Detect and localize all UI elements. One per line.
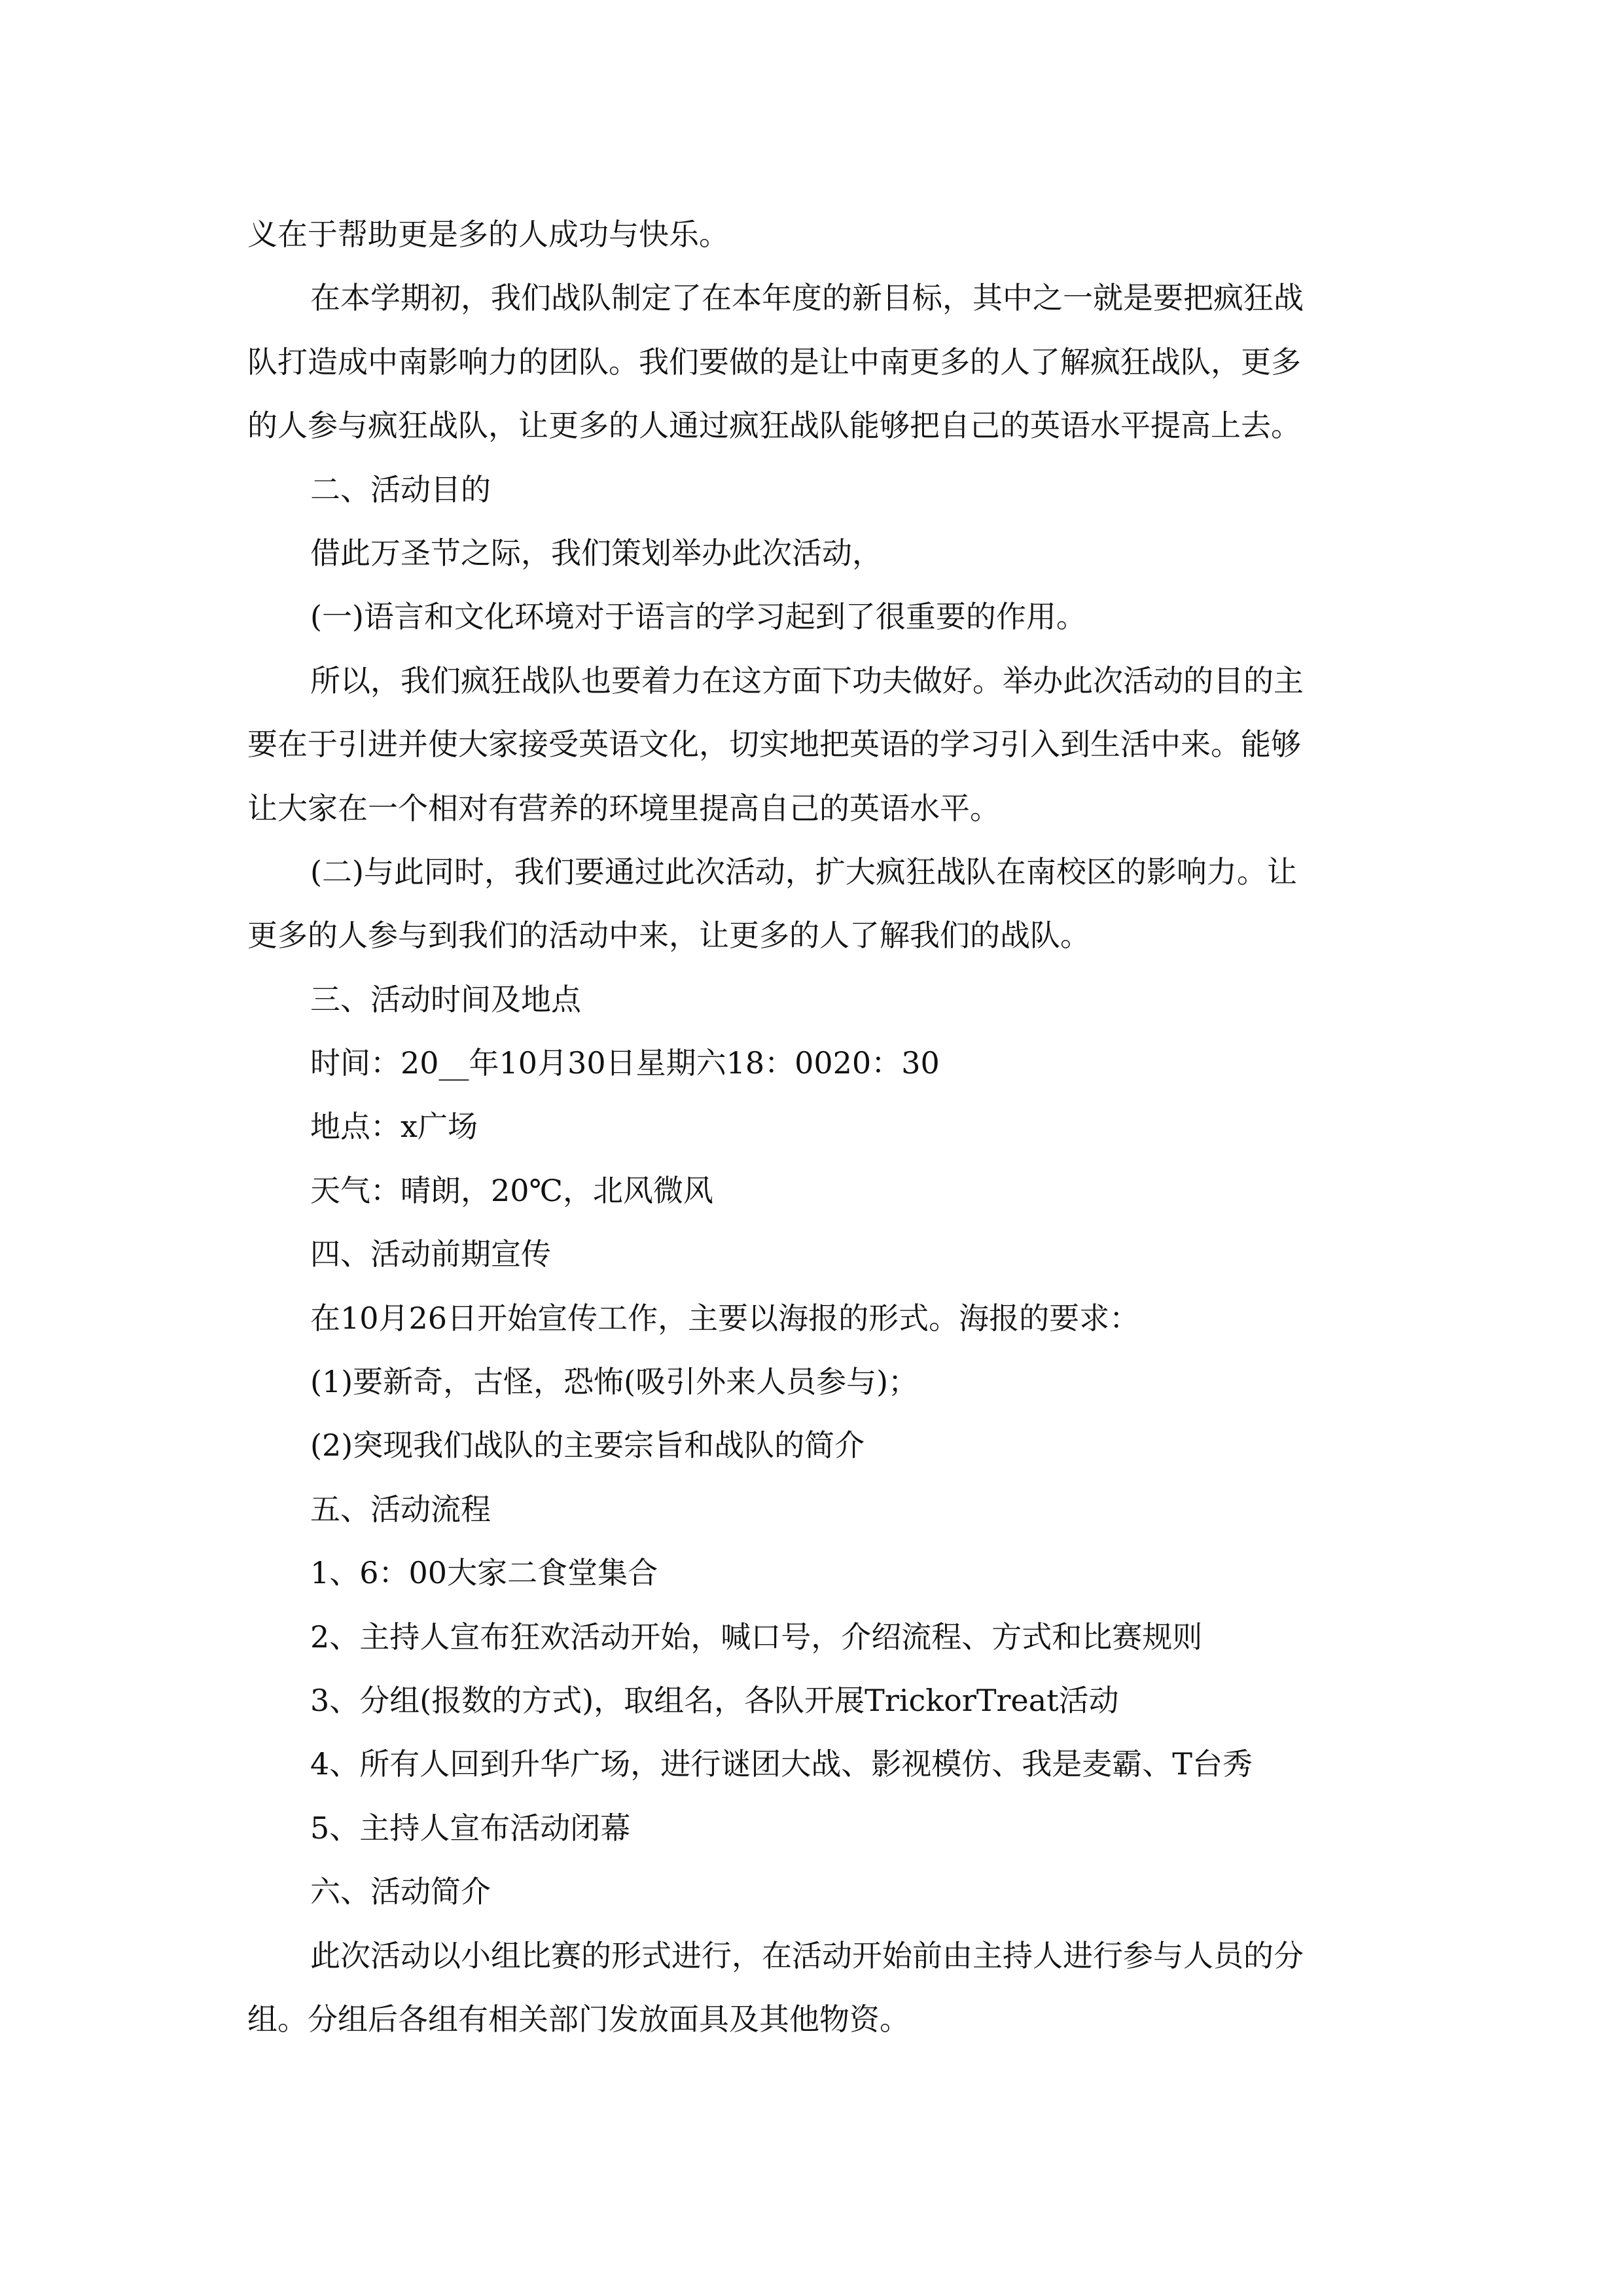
text-line: 在10月26日开始宣传工作，主要以海报的形式。海报的要求： bbox=[310, 1300, 1140, 1336]
text-line: 五、活动流程 bbox=[310, 1491, 491, 1527]
text-line: 所以，我们疯狂战队也要着力在这方面下功夫做好。举办此次活动的目的主 bbox=[310, 662, 1304, 698]
text-line: 在本学期初，我们战队制定了在本年度的新目标，其中之一就是要把疯狂战 bbox=[310, 280, 1304, 316]
text-line: 5、主持人宣布活动闭幕 bbox=[310, 1810, 631, 1846]
text-line: 此次活动以小组比赛的形式进行，在活动开始前由主持人进行参与人员的分 bbox=[310, 1937, 1304, 1973]
text-line: 三、活动时间及地点 bbox=[310, 981, 581, 1017]
text-line: 四、活动前期宣传 bbox=[310, 1236, 551, 1272]
text-line: 1、6：00大家二食堂集合 bbox=[310, 1555, 658, 1591]
text-line: 时间：20__年10月30日星期六18：0020：30 bbox=[310, 1045, 940, 1081]
text-line: 队打造成中南影响力的团队。我们要做的是让中南更多的人了解疯狂战队，更多 bbox=[247, 344, 1301, 380]
text-line: 地点：x广场 bbox=[310, 1109, 478, 1145]
text-line: 更多的人参与到我们的活动中来，让更多的人了解我们的战队。 bbox=[247, 918, 1090, 954]
text-line: 4、所有人回到升华广场，进行谜团大战、影视模仿、我是麦霸、T台秀 bbox=[310, 1746, 1253, 1782]
text-line: 让大家在一个相对有营养的环境里提高自己的英语水平。 bbox=[247, 790, 1000, 826]
text-line: (一)语言和文化环境对于语言的学习起到了很重要的作用。 bbox=[310, 599, 1086, 635]
document-body bbox=[247, 203, 1386, 2051]
text-line: 的人参与疯狂战队，让更多的人通过疯狂战队能够把自己的英语水平提高上去。 bbox=[247, 408, 1301, 444]
text-line: 天气：晴朗，20℃，北风微风 bbox=[310, 1172, 713, 1208]
text-line: (1)要新奇，古怪，恐怖(吸引外来人员参与)； bbox=[310, 1364, 919, 1400]
text-line: 六、活动简介 bbox=[310, 1874, 491, 1910]
text-line: 借此万圣节之际，我们策划举办此次活动， bbox=[310, 535, 882, 571]
text-line: 组。分组后各组有相关部门发放面具及其他物资。 bbox=[247, 2001, 910, 2037]
text-line: 2、主持人宣布狂欢活动开始，喊口号，介绍流程、方式和比赛规则 bbox=[310, 1619, 1203, 1655]
text-line: 要在于引进并使大家接受英语文化，切实地把英语的学习引入到生活中来。能够 bbox=[247, 726, 1301, 762]
text-line: (2)突现我们战队的主要宗旨和战队的简介 bbox=[310, 1427, 865, 1463]
text-line: (二)与此同时，我们要通过此次活动，扩大疯狂战队在南校区的影响力。让 bbox=[310, 853, 1297, 889]
text-line: 义在于帮助更是多的人成功与快乐。 bbox=[247, 217, 729, 252]
text-line: 3、分组(报数的方式)，取组名，各队开展TrickorTreat活动 bbox=[310, 1682, 1119, 1718]
text-line: 二、活动目的 bbox=[310, 471, 491, 507]
